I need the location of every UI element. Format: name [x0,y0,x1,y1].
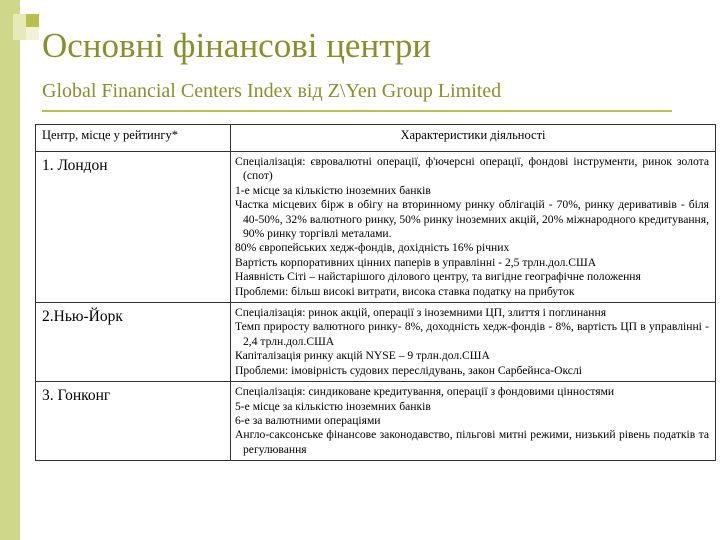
description-line: Англо-саксонське фінансове законодавство, пільгові митні режими, низький рівень податків та регулювання [235,428,709,456]
description-line: Наявність Сіті – найстарішого ділового центру, та вигідне географічне положення [235,270,641,284]
slide-title: Основні фінансові центри [42,26,432,65]
table-row [36,303,716,382]
description-line: 80% європейських хедж-фондів, дохідність 16% річних [235,241,510,255]
header-characteristics: Характеристики діяльності [231,125,716,152]
table-row [36,152,716,303]
table-row [36,382,716,461]
description-line: Капіталізація ринку акцій NYSE – 9 трлн.дол.США [235,349,490,363]
decorative-square [26,27,39,40]
description-line: Проблеми: більш високі витрати, висока ставка податку на прибуток [235,284,575,298]
city-name: 2.Нью-Йорк [36,303,231,382]
description-line: 1-е місце за кількістю іноземних банків [235,183,431,197]
description-line: Проблеми: імовірність судових переслідувань, закон Сарбейнса-Окслі [235,363,582,377]
city-description [231,152,716,303]
financial-centers-table [35,124,716,461]
description-line: Вартість корпоративних цінних паперів в управлінні - 2,5 трлн.дол.США [235,255,597,269]
description-line: Спеціалізація: ринок акцій, операції з іноземними ЦП, злиття і поглинання [235,306,607,320]
city-description [231,382,716,461]
slide-subtitle: Global Financial Centers Index від Z\Yen Group Limited [42,80,502,102]
decorative-square [13,14,26,27]
city-name: 1. Лондон [36,152,231,303]
description-line: 5-е місце за кількістю іноземних банків [235,399,431,413]
decorative-sidebar [0,0,20,540]
description-line: 6-е за валютними операціями [235,413,381,427]
city-description [231,303,716,382]
description-line: Темп приросту валютного ринку- 8%, доходність хедж-фондів - 8%, вартість ЦП в управлінні - 2,4 трлн.дол.США [235,320,709,348]
description-line: Спеціалізація: євровалютні операції, ф'ючерсні операції, фондові інструменти, ринок золота (спот) [235,155,709,183]
decorative-square [26,14,39,27]
title-divider [42,110,672,112]
description-line: Частка місцевих бірж в обігу на вторинному ринку облігацій - 70%, ринку деривативів - біля 40-50%, 32% валютного ринку, 50% ринку іноземних акцій, 20% міжнародного кредитування, 90% ринку торгівлі металами. [235,198,709,241]
city-name: 3. Гонконг [36,382,231,461]
decorative-square [13,27,26,40]
table-header-row [36,125,716,152]
header-center-rank: Центр, місце у рейтингу* [36,125,231,152]
description-line: Спеціалізація: синдиковане кредитування, операції з фондовими цінностями [235,385,615,399]
